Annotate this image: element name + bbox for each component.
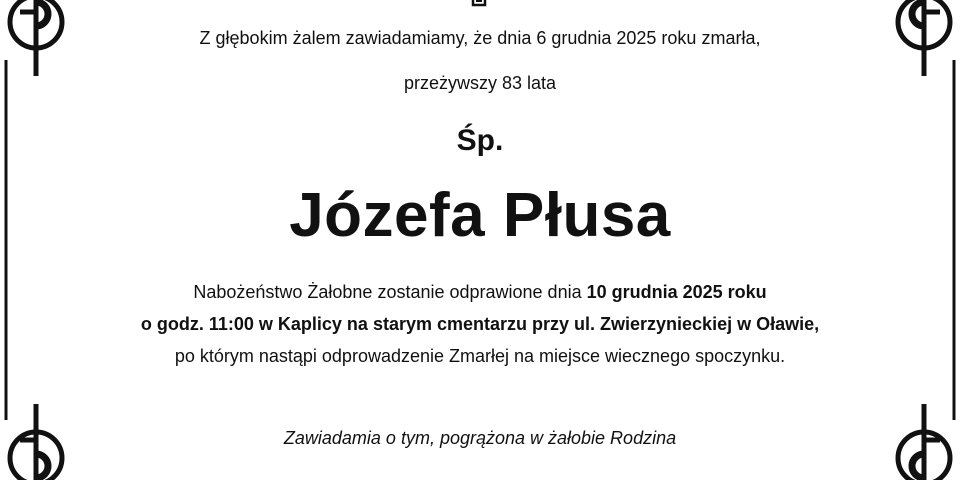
age-text: przeżywszy 83 lata: [403, 73, 557, 93]
cross-icon: [470, 0, 488, 8]
family-signature: Zawiadamia o tym, pogrążona w żałobie Rodzina: [283, 428, 677, 448]
name-prefix: Śp.: [456, 124, 504, 157]
service-line-2: o godz. 11:00 w Kaplicy na starym cmentarzu przy ul. Zwierzynieckiej w Oławie,: [140, 314, 820, 334]
service-line-1: [0, 282, 960, 303]
intro-text: Z głębokim żalem zawiadamiamy, że dnia 6 grudnia 2025 roku zmarła,: [199, 28, 761, 48]
service-date: 10 grudnia 2025 roku: [586, 282, 767, 302]
service-text: Nabożeństwo Żałobne zostanie odprawione dnia: [193, 282, 587, 302]
deceased-name: Józefa Płusa: [289, 181, 671, 250]
service-line-3: po którym nastąpi odprowadzenie Zmarłej na miejsce wiecznego spoczynku.: [174, 346, 786, 366]
